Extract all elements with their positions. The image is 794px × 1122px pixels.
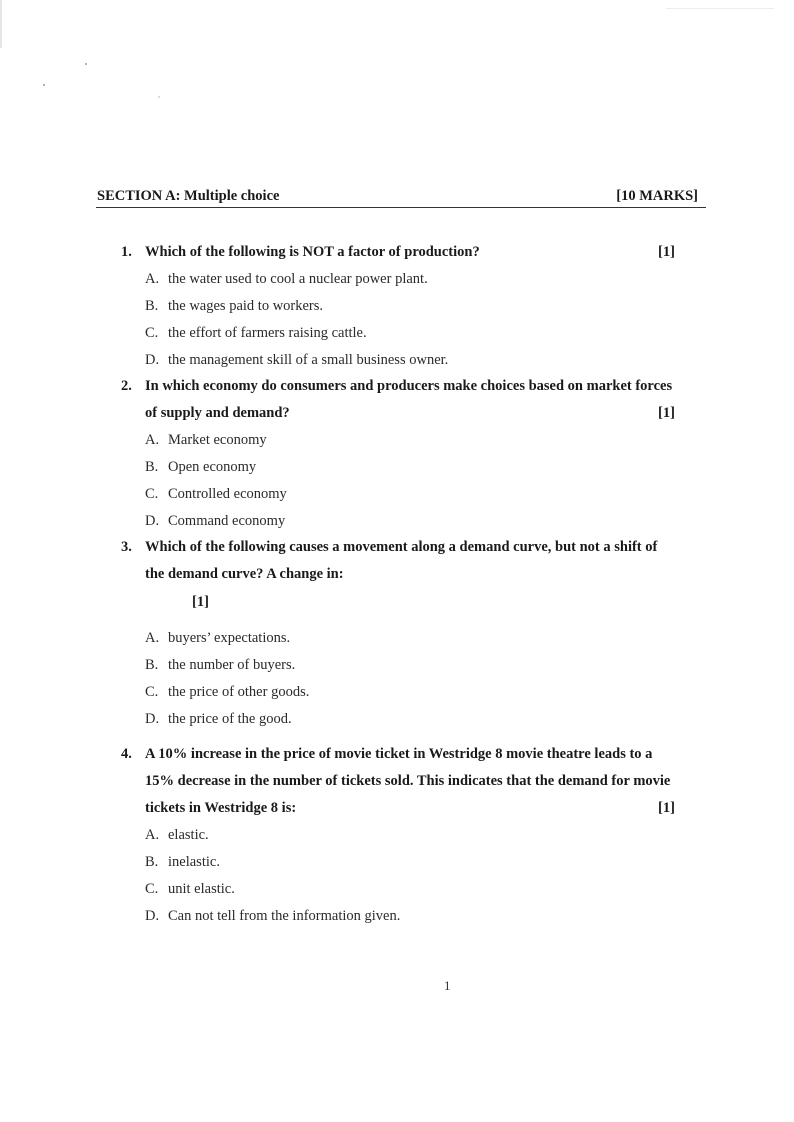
question-4-text <box>121 746 653 763</box>
option-text: unit elastic. <box>168 881 235 897</box>
question-3-text <box>121 539 658 556</box>
option-text: the price of the good. <box>168 711 292 727</box>
option-text: buyers’ expectations. <box>168 630 291 646</box>
question-4-text-line-2 <box>145 773 670 790</box>
question-4-option-b <box>145 854 220 871</box>
option-letter: C. <box>145 486 159 502</box>
section-title: SECTION A: Multiple choice <box>97 188 280 204</box>
option-letter: B. <box>145 298 159 314</box>
option-letter: C. <box>145 881 159 897</box>
scan-speck <box>43 84 45 86</box>
option-text: elastic. <box>168 827 209 843</box>
option-text: Open economy <box>168 459 257 475</box>
scan-edge-mark <box>0 0 2 48</box>
section-header <box>96 186 706 208</box>
option-letter: D. <box>145 513 160 529</box>
option-text: Command economy <box>168 513 286 529</box>
question-3-text-line-2 <box>145 566 344 583</box>
question-line: A 10% increase in the price of movie ticket in Westridge 8 movie theatre leads to a <box>145 746 653 762</box>
question-1-text <box>121 244 480 261</box>
question-3-option-a <box>145 630 290 647</box>
option-letter: B. <box>145 459 159 475</box>
option-letter: B. <box>145 854 159 870</box>
question-number: 4. <box>121 746 132 762</box>
scan-speck <box>85 63 87 65</box>
question-3-option-b <box>145 657 295 674</box>
option-text: the water used to cool a nuclear power plant. <box>168 271 428 287</box>
option-text: the wages paid to workers. <box>168 298 324 314</box>
question-line: 15% decrease in the number of tickets sold. This indicates that the demand for movie <box>145 773 671 789</box>
option-text: Can not tell from the information given. <box>168 908 401 924</box>
question-line: the demand curve? A change in: <box>145 566 344 582</box>
option-letter: A. <box>145 630 160 646</box>
question-number: 2. <box>121 378 132 394</box>
option-text: Market economy <box>168 432 267 448</box>
option-text: inelastic. <box>168 854 220 870</box>
question-2-text <box>121 378 673 395</box>
option-letter: A. <box>145 271 160 287</box>
question-1-option-b <box>145 298 323 315</box>
question-line: In which economy do consumers and producers make choices based on market forces <box>145 378 673 394</box>
scan-top-rule <box>666 8 774 9</box>
question-4-option-d <box>145 908 400 925</box>
option-letter: D. <box>145 352 160 368</box>
question-3-mark: [1] <box>192 594 209 610</box>
option-letter: A. <box>145 827 160 843</box>
question-1-option-a <box>145 271 428 288</box>
option-text: the number of buyers. <box>168 657 296 673</box>
option-letter: C. <box>145 325 159 341</box>
option-text: the price of other goods. <box>168 684 310 700</box>
question-2-text-line-2 <box>145 405 290 422</box>
scan-speck <box>158 96 160 98</box>
question-number: 1. <box>121 244 132 260</box>
question-4-option-c <box>145 881 235 898</box>
option-letter: D. <box>145 711 160 727</box>
question-4-option-a <box>145 827 209 844</box>
question-2-option-a <box>145 432 267 449</box>
question-1-option-d <box>145 352 448 369</box>
option-letter: A. <box>145 432 160 448</box>
question-line: Which of the following causes a movement along a demand curve, but not a shift of <box>145 539 658 555</box>
question-number: 3. <box>121 539 132 555</box>
section-marks: [10 MARKS] <box>616 188 698 204</box>
question-2-mark: [1] <box>658 405 675 421</box>
question-line: of supply and demand? <box>145 405 290 421</box>
question-4-mark: [1] <box>658 800 675 816</box>
question-2-option-d <box>145 513 285 530</box>
question-2-option-b <box>145 459 256 476</box>
question-1-mark: [1] <box>658 244 675 260</box>
question-line: Which of the following is NOT a factor of production? <box>145 244 480 260</box>
option-letter: C. <box>145 684 159 700</box>
question-4-text-line-3 <box>145 800 296 817</box>
question-1-option-c <box>145 325 367 342</box>
question-2-option-c <box>145 486 287 503</box>
page-number: 1 <box>444 978 451 993</box>
option-text: Controlled economy <box>168 486 287 502</box>
question-line: tickets in Westridge 8 is: <box>145 800 297 816</box>
option-text: the effort of farmers raising cattle. <box>168 325 367 341</box>
option-letter: B. <box>145 657 159 673</box>
question-3-option-c <box>145 684 309 701</box>
option-letter: D. <box>145 908 160 924</box>
option-text: the management skill of a small business owner. <box>168 352 449 368</box>
question-3-option-d <box>145 711 292 728</box>
